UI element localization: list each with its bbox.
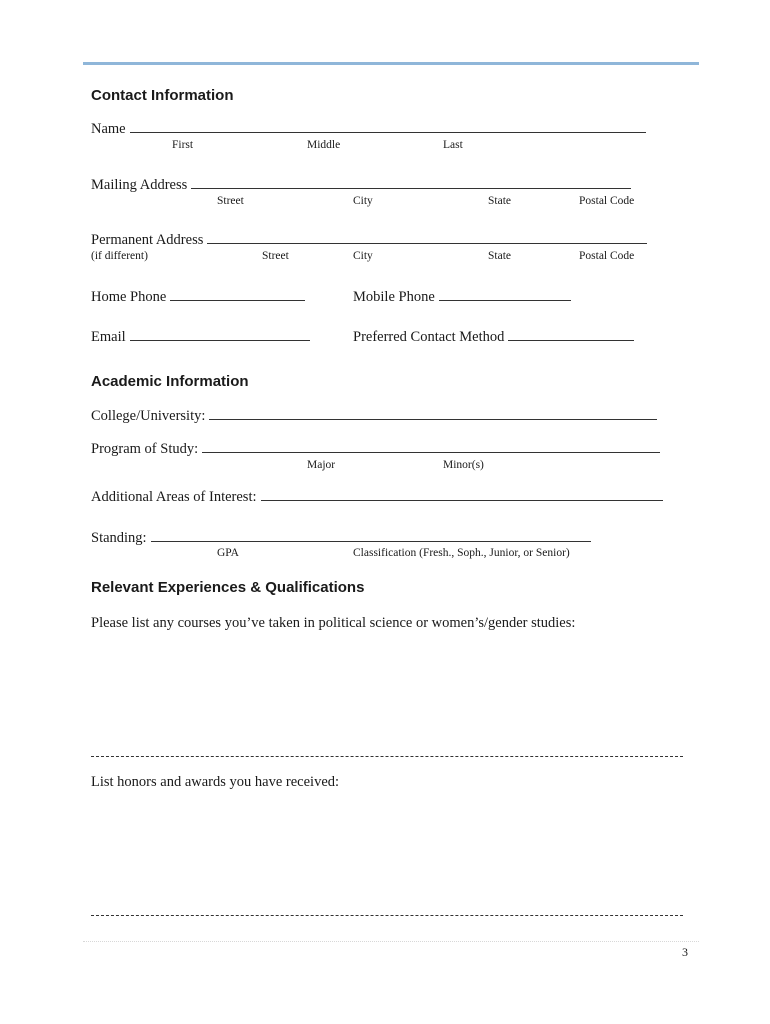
- program-label: Program of Study:: [91, 441, 199, 457]
- name-sub-middle: Middle: [307, 139, 341, 151]
- academic-information-heading: Academic Information: [91, 373, 249, 390]
- mailing-sub-postal-code: Postal Code: [579, 195, 635, 207]
- mobile-phone-label: Mobile Phone: [353, 289, 435, 305]
- permanent-note: (if different): [91, 250, 148, 262]
- courses-answer-line[interactable]: [91, 756, 683, 757]
- interests-label: Additional Areas of Interest:: [91, 489, 257, 505]
- mailing-sub-street: Street: [217, 195, 244, 207]
- permanent-sub-postal-code: Postal Code: [579, 250, 635, 262]
- mailing-address-label: Mailing Address: [91, 177, 188, 193]
- permanent-address-field[interactable]: [91, 232, 647, 249]
- contact-information-heading: Contact Information: [91, 87, 234, 104]
- standing-label: Standing:: [91, 530, 147, 546]
- program-blank[interactable]: [202, 451, 660, 453]
- preferred-contact-blank[interactable]: [508, 339, 634, 341]
- permanent-sub-city: City: [353, 250, 373, 262]
- email-blank[interactable]: [130, 339, 310, 341]
- name-blank[interactable]: [130, 131, 646, 133]
- email-field[interactable]: [91, 329, 310, 346]
- program-field[interactable]: [91, 441, 660, 458]
- mobile-phone-field[interactable]: [353, 289, 571, 306]
- standing-field[interactable]: [91, 530, 591, 547]
- program-sub-major: Major: [307, 459, 336, 471]
- interests-blank[interactable]: [261, 499, 663, 501]
- honors-prompt: List honors and awards you have received:: [91, 774, 340, 790]
- standing-sub-classification: Classification (Fresh., Soph., Junior, or Senior): [353, 547, 570, 559]
- mailing-sub-city: City: [353, 195, 373, 207]
- experiences-heading: Relevant Experiences & Qualifications: [91, 579, 365, 596]
- name-label: Name: [91, 121, 126, 137]
- footer-divider: [83, 941, 699, 942]
- college-label: College/University:: [91, 408, 206, 424]
- standing-blank[interactable]: [151, 540, 591, 542]
- home-phone-blank[interactable]: [170, 299, 305, 301]
- mobile-phone-blank[interactable]: [439, 299, 571, 301]
- permanent-address-label: Permanent Address: [91, 232, 204, 248]
- name-sub-last: Last: [443, 139, 463, 151]
- college-blank[interactable]: [209, 418, 657, 420]
- permanent-sub-street: Street: [262, 250, 289, 262]
- home-phone-label: Home Phone: [91, 289, 167, 305]
- standing-sub-gpa: GPA: [217, 547, 239, 559]
- name-sub-first: First: [172, 139, 194, 151]
- preferred-contact-label: Preferred Contact Method: [353, 329, 505, 345]
- college-field[interactable]: [91, 408, 657, 425]
- mailing-address-blank[interactable]: [191, 187, 631, 189]
- mailing-address-field[interactable]: [91, 177, 631, 194]
- permanent-address-blank[interactable]: [207, 242, 647, 244]
- home-phone-field[interactable]: [91, 289, 305, 306]
- page-number: 3: [682, 945, 688, 959]
- preferred-contact-field[interactable]: [353, 329, 634, 346]
- permanent-sub-state: State: [488, 250, 511, 262]
- name-field[interactable]: [91, 121, 646, 138]
- courses-prompt: Please list any courses you’ve taken in political science or women’s/gender studies:: [91, 615, 576, 631]
- email-label: Email: [91, 329, 126, 345]
- honors-answer-line[interactable]: [91, 915, 683, 916]
- top-divider: [83, 62, 699, 65]
- interests-field[interactable]: [91, 489, 663, 506]
- mailing-sub-state: State: [488, 195, 511, 207]
- program-sub-minor: Minor(s): [443, 459, 484, 471]
